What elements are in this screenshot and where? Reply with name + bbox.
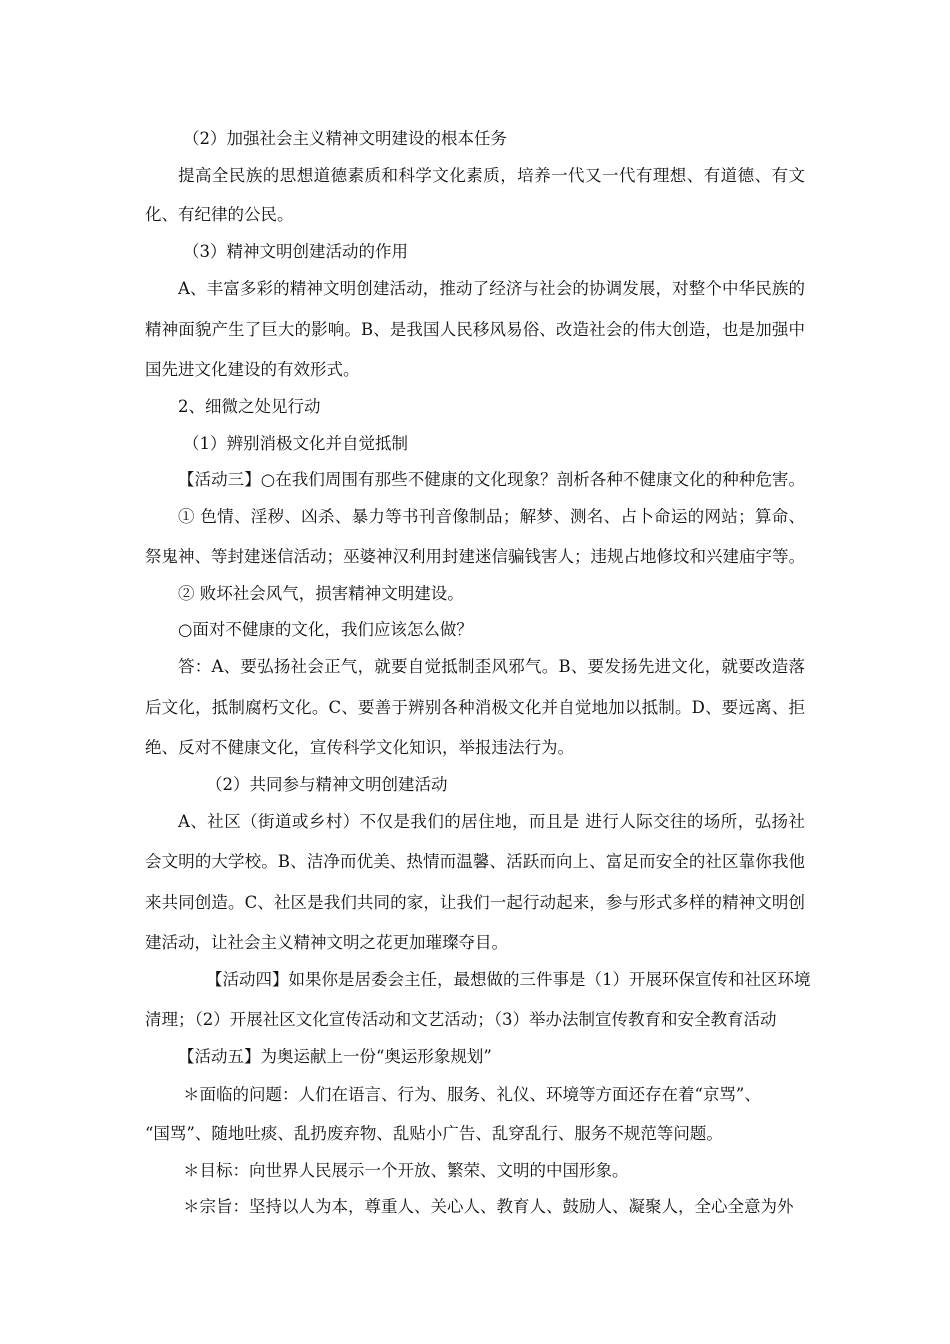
section-heading: 2、细微之处见行动 — [178, 397, 321, 416]
subheading-identify-culture: （1）辨别消极文化并自觉抵制 — [183, 434, 408, 453]
paragraph-line: 精神面貌产生了巨大的影响。B、是我国人民移风易俗、改造社会的伟大创造，也是加强中 — [145, 320, 805, 339]
paragraph-line: 会文明的大学校。B、洁净而优美、热情而温馨、活跃而向上、富足而安全的社区靠你我他 — [145, 852, 805, 871]
activity-three-line: 【活动三】○在我们周围有那些不健康的文化现象？剖析各种不健康文化的种种危害。 — [178, 470, 805, 489]
paragraph-line: 绝、反对不健康文化，宣传科学文化知识，举报违法行为。 — [145, 738, 574, 757]
subheading-activity-role: （3）精神文明创建活动的作用 — [183, 242, 408, 261]
paragraph-line: A、丰富多彩的精神文明创建活动，推动了经济与社会的协调发展，对整个中华民族的 — [178, 279, 805, 298]
paragraph-line: A、社区（街道或乡村）不仅是我们的居住地，而且是 进行人际交往的场所，弘扬社 — [178, 812, 805, 831]
answer-line: 答：A、要弘扬社会正气，就要自觉抵制歪风邪气。B、要发扬先进文化，就要改造落 — [178, 657, 805, 676]
paragraph-line: 化、有纪律的公民。 — [145, 205, 294, 224]
paragraph-line: ② 败坏社会风气，损害精神文明建设。 — [178, 584, 464, 603]
subheading-participate: （2）共同参与精神文明创建活动 — [206, 775, 448, 794]
goal-line: ＊目标：向世界人民展示一个开放、繁荣、文明的中国形象。 — [183, 1161, 629, 1180]
paragraph-line: 国先进文化建设的有效形式。 — [145, 360, 360, 379]
paragraph-line: 后文化，抵制腐朽文化。C、要善于辨别各种消极文化并自觉地加以抵制。D、要远离、拒 — [145, 698, 805, 717]
paragraph-line: “国骂”、随地吐痰、乱扔废弃物、乱贴小广告、乱穿乱行、服务不规范等问题。 — [145, 1124, 723, 1143]
subheading-fundamental-task: （2）加强社会主义精神文明建设的根本任务 — [183, 129, 507, 148]
paragraph-line: 祭鬼神、等封建迷信活动；巫婆神汉利用封建迷信骗钱害人；违规占地修坟和兴建庙宇等。 — [145, 547, 805, 566]
paragraph-line: 清理；（2）开展社区文化宣传活动和文艺活动；（3）举办法制宣传教育和安全教育活动 — [145, 1010, 777, 1029]
problem-line: ＊面临的问题：人们在语言、行为、服务、礼仪、环境等方面还存在着“京骂”、 — [183, 1085, 761, 1104]
question-line: ○面对不健康的文化，我们应该怎么做？ — [178, 620, 473, 639]
paragraph-line: ① 色情、淫秽、凶杀、暴力等书刊音像制品；解梦、测名、占卜命运的网站；算命、 — [178, 507, 805, 526]
activity-four-line: 【活动四】如果你是居委会主任，最想做的三件事是（1）开展环保宣传和社区环境 — [206, 970, 811, 989]
paragraph-line: 建活动，让社会主义精神文明之花更加璀璨夺目。 — [145, 933, 508, 952]
paragraph-line: 来共同创造。C、社区是我们共同的家，让我们一起行动起来，参与形式多样的精神文明创 — [145, 893, 805, 912]
activity-five-line: 【活动五】为奥运献上一份“奥运形象规划” — [178, 1047, 492, 1066]
purpose-line: ＊宗旨：坚持以人为本，尊重人、关心人、教育人、鼓励人、凝聚人，全心全意为外 — [183, 1197, 794, 1216]
paragraph-line: 提高全民族的思想道德素质和科学文化素质，培养一代又一代有理想、有道德、有文 — [178, 166, 805, 185]
